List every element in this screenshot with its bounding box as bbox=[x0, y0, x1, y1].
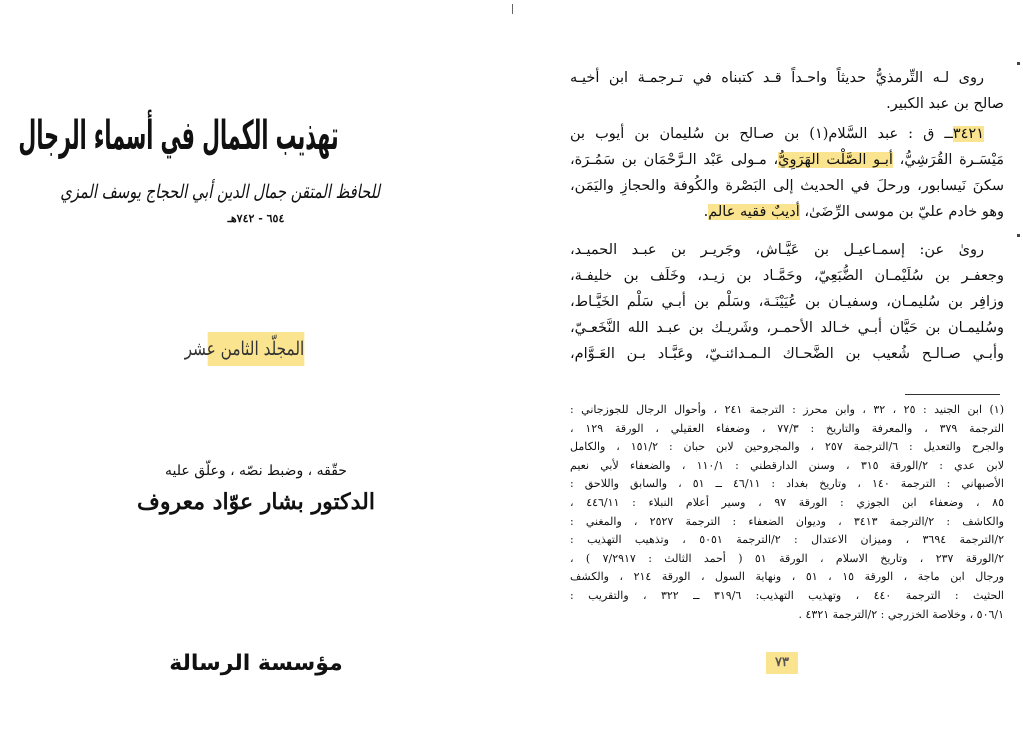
footnote-line: والكاشف : ٢/الترجمة ٣٤١٣ ، وديوان الضعفاء : الترجمة ٢٥٢٧ ، والمغني : bbox=[570, 514, 1004, 528]
footnote-line: (١) ابن الجنيد : ٢٥ ، ٣٢ ، وابن محرز : الترجمة ٢٤١ ، وأحوال الرجال للجوزجاني : bbox=[570, 403, 1004, 416]
text-span: وسُليمـان بن حَيَّان أبـي خـالد الأحمـر، وشَريـك بن عبـد الله النَّخَعـيّ، bbox=[570, 320, 1004, 336]
text-span: . bbox=[703, 204, 709, 220]
footnote-line: الحثيث : الترجمة ٤٤٠ ، وتهذيب التهذيب: ٣١٩/٦ ــ ٣٢٢ ، والتقريب : bbox=[570, 589, 1004, 602]
body-line bbox=[570, 176, 1004, 196]
body-line bbox=[570, 292, 1004, 312]
footnote-line: ٥٠٦/١ ، وخلاصة الخزرجي : ٢/الترجمة ٤٣٢١ . bbox=[798, 607, 1004, 621]
body-line bbox=[570, 124, 984, 144]
text-span: وهو خادم عليّ بن موسى الرِّضَىٰ، bbox=[799, 204, 1004, 220]
body-line bbox=[570, 318, 1004, 338]
highlighted-text: أديبٌ فقيه عالم bbox=[708, 204, 800, 220]
footnote-line: الأصبهاني : الترجمة ١٤٠ ، وتاريخ بغداد : ٤٦/١١ ــ ٥١ ، والسابق واللاحق : bbox=[570, 477, 1004, 491]
scan-speck bbox=[1017, 234, 1020, 237]
author-line: للحافظ المتقن جمال الدين أبي الحجاج يوسف المزي bbox=[60, 181, 380, 203]
text-span: سكنَ نَيسابور، ورحلَ في الحديث إلى البَصْرة والكُوفة والحجازِ واليَمَن، bbox=[570, 178, 1004, 194]
text-span: مَيْسَـرة القُرَشِيُّ، bbox=[892, 152, 1004, 168]
footnote-line: والجرح والتعديل : ٦/الترجمة ٢٥٧ ، والمجروحين لابن حبان : ١٥١/٢ ، والكامل bbox=[570, 440, 1004, 454]
text-span: ، مـولى عَبْد الـرَّحْمَان بن سَمُـرَة، bbox=[570, 152, 779, 168]
body-line bbox=[570, 266, 1004, 286]
text-span: وأبـي صـالـح شُعيب بن الضَّحـاك الـمـدائنـيّ، وعَبَّـاد بـن العَـوَّام، bbox=[570, 346, 1004, 362]
highlighted-text: أبـو الصَّلْت الهَرَوِيُّ bbox=[778, 152, 893, 168]
body-line bbox=[570, 344, 1004, 364]
body-line bbox=[570, 150, 1004, 170]
editor-line: حقّقه ، وضبط نصّه ، وعلّق عليه bbox=[165, 463, 347, 479]
text-span: وزافِر بن سُليمـان، وسفيـان بن عُيَيْنَـة، وسَلْم بن أبـي سَلْم الخَيَّـاط، bbox=[570, 294, 1004, 310]
author-dates: ٦٥٤ - ٧٤٢هـ bbox=[227, 212, 285, 225]
footnote-line: ٨٥ ، وضعفاء ابن الجوزي : الورقة ٩٧ ، وسير أعلام النبلاء : ٤٤٦/١١ ، bbox=[570, 496, 1004, 509]
footnote-line: الترجمة ٣٧٩ ، والمعرفة والتاريخ : ٧٧/٣ ، وضعفاء العقيلي ، الورقة ١٢٩ ، bbox=[570, 421, 1005, 435]
body-line bbox=[570, 68, 984, 88]
footnote-line: ٢/الورقة ٢٣٧ ، وتاريخ الاسلام ، الورقة ٥١ ( أحمد الثالث : ٧/٢٩١٧ ) ، bbox=[570, 551, 1004, 565]
page-number: ٧٣ bbox=[766, 652, 798, 674]
text-span: ــ ق : عبد السَّلام(١) بن صـالح بن سُليمان بن أيوب بن bbox=[570, 126, 953, 142]
footnote-separator bbox=[905, 394, 1000, 395]
body-line bbox=[570, 202, 1004, 222]
right-page-text bbox=[512, 0, 1023, 752]
body-line bbox=[570, 94, 1004, 114]
text-span: روىٰ عن: إسمـاعيـل بن عَيَّـاش، وجَريـر بن عبـد الحميـد، bbox=[570, 242, 984, 258]
volume-label: المجلّد الثامن عشر bbox=[208, 332, 305, 366]
text-span: صالح بن عبد الكبير. bbox=[886, 96, 1004, 112]
footnote-line: ٢/الترجمة ٣٦٩٤ ، وميزان الاعتدال : ٢/الترجمة ٥٠٥١ ، وتذهيب التهذيب : bbox=[570, 533, 1004, 547]
body-line bbox=[570, 240, 984, 260]
highlighted-text: ٣٤٢١ bbox=[952, 126, 985, 142]
text-span: روى لـه التِّرمذيُّ حديثاً واحـداً قـد كتبناه في تـرجمـة ابن أخيـه bbox=[570, 70, 984, 86]
editor-name: الدكتور بشار عوّاد معروف bbox=[137, 489, 375, 515]
footnote-line: ورجال ابن ماجة ، الورقة ١٥ ، ٥١ ، ونهاية السول ، الورقة ٢١٤ ، والكشف bbox=[570, 570, 1005, 584]
footnote-line: لابن عدي : ٢/الورقة ٣١٥ ، وسنن الدارقطني : ١١٠/١ ، والضعفاء لأبي نعيم bbox=[570, 458, 1005, 472]
text-span: وجعفـر بن سُلَيْمـان الضُّبَعِيّ، وحَمَّـاد بن زيـد، وخَلَف بن خليفـة، bbox=[570, 268, 1004, 284]
book-title: تهذيب الكمال في أسماء الرجال bbox=[18, 113, 339, 159]
publisher-logo: مؤسسة الرسالة bbox=[169, 651, 343, 676]
scan-speck bbox=[1017, 62, 1020, 65]
